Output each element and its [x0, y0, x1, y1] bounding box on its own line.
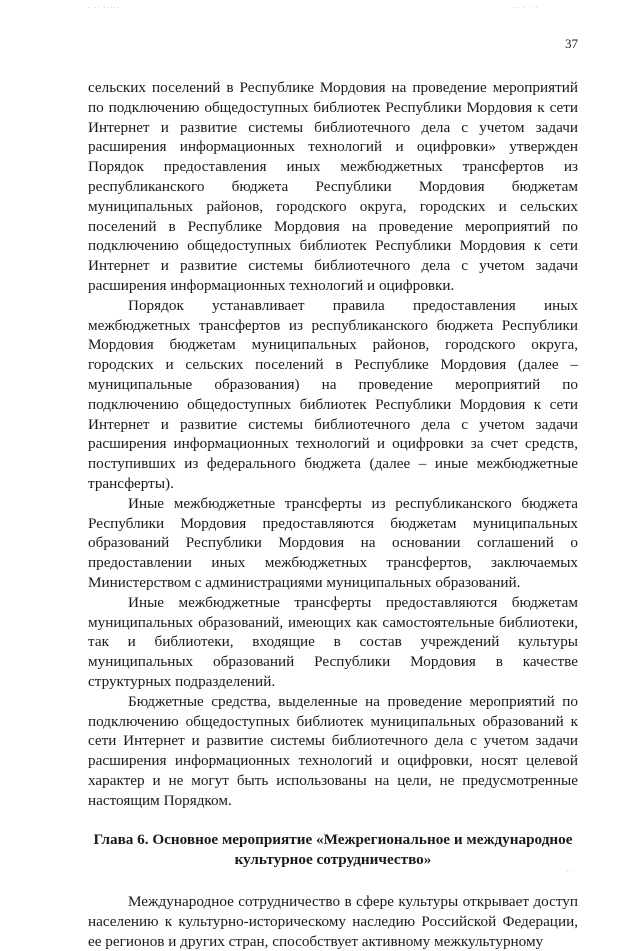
- paragraph: Иные межбюджетные трансферты из республиканского бюджета Республики Мордовия предоставляются бюджетам муниципальных образований Республики Мордовия на основании соглашений о предоставлении иных межбюджетных трансфертов, заключаемых Министерством с администрациями муниципальных образований.: [88, 494, 578, 591]
- paragraph: Бюджетные средства, выделенные на проведение мероприятий по подключению общедоступных библиотек муниципальных образований к сети Интернет и развитие системы библиотечного дела с учетом задачи расширения информационных технологий и оцифровки, носят целевой характер и не могут быть использованы на цели, не предусмотренные настоящим Порядком.: [88, 692, 578, 809]
- paragraph: Порядок устанавливает правила предоставления иных межбюджетных трансфертов из республиканского бюджета Республики Мордовия бюджетам муниципальных районов, городского округа, городских и сельских поселений в Республике Мордовия (далее – муниципальные образования) на проведение мероприятий по подключению общедоступных библиотек Республики Мордовия к сети Интернет и развитие системы библиотечного дела с учетом задачи расширения информационных технологий и оцифровки за счет средств, поступивших из федерального бюджета (далее – иные межбюджетные трансферты).: [88, 296, 578, 492]
- scan-mark-top-right: ·· · · ·: [514, 4, 539, 12]
- scan-mark-top-left: · ·· ·····: [88, 4, 121, 12]
- page-number: 37: [565, 36, 578, 51]
- chapter-heading: Глава 6. Основное мероприятие «Межрегиональное и международное культурное сотрудничество»: [93, 831, 573, 869]
- scan-mark-bottom-right: · ·: [566, 868, 576, 876]
- paragraph-continuation: сельских поселений в Республике Мордовия на проведение мероприятий по подключению общедоступных библиотек Республики Мордовия к сети Интернет и развитие системы библиотечного дела с учетом задачи расширения информационных технологий и оцифровки» утвержден Порядок предоставления иных межбюджетных трансфертов из республиканского бюджета Республики Мордовия бюджетам муниципальных районов, городского округа, городских и сельских поселений в Республике Мордовия на проведение мероприятий по подключению общедоступных библиотек Республики Мордовия к сети Интернет и развитие системы библиотечного дела с учетом задачи расширения информационных технологий и оцифровки.: [88, 79, 578, 294]
- paragraph: Международное сотрудничество в сфере культуры открывает доступ населению к культурно-историческому наследию Российской Федерации, ее регионов и других стран, способствует активному межкультурному: [88, 893, 578, 950]
- document-body: [88, 78, 578, 951]
- paragraph: Иные межбюджетные трансферты предоставляются бюджетам муниципальных образований, имеющих как самостоятельные библиотеки, так и библиотеки, входящие в состав учреждений культуры муниципальных образований Республики Мордовия в качестве структурных подразделений.: [88, 593, 578, 690]
